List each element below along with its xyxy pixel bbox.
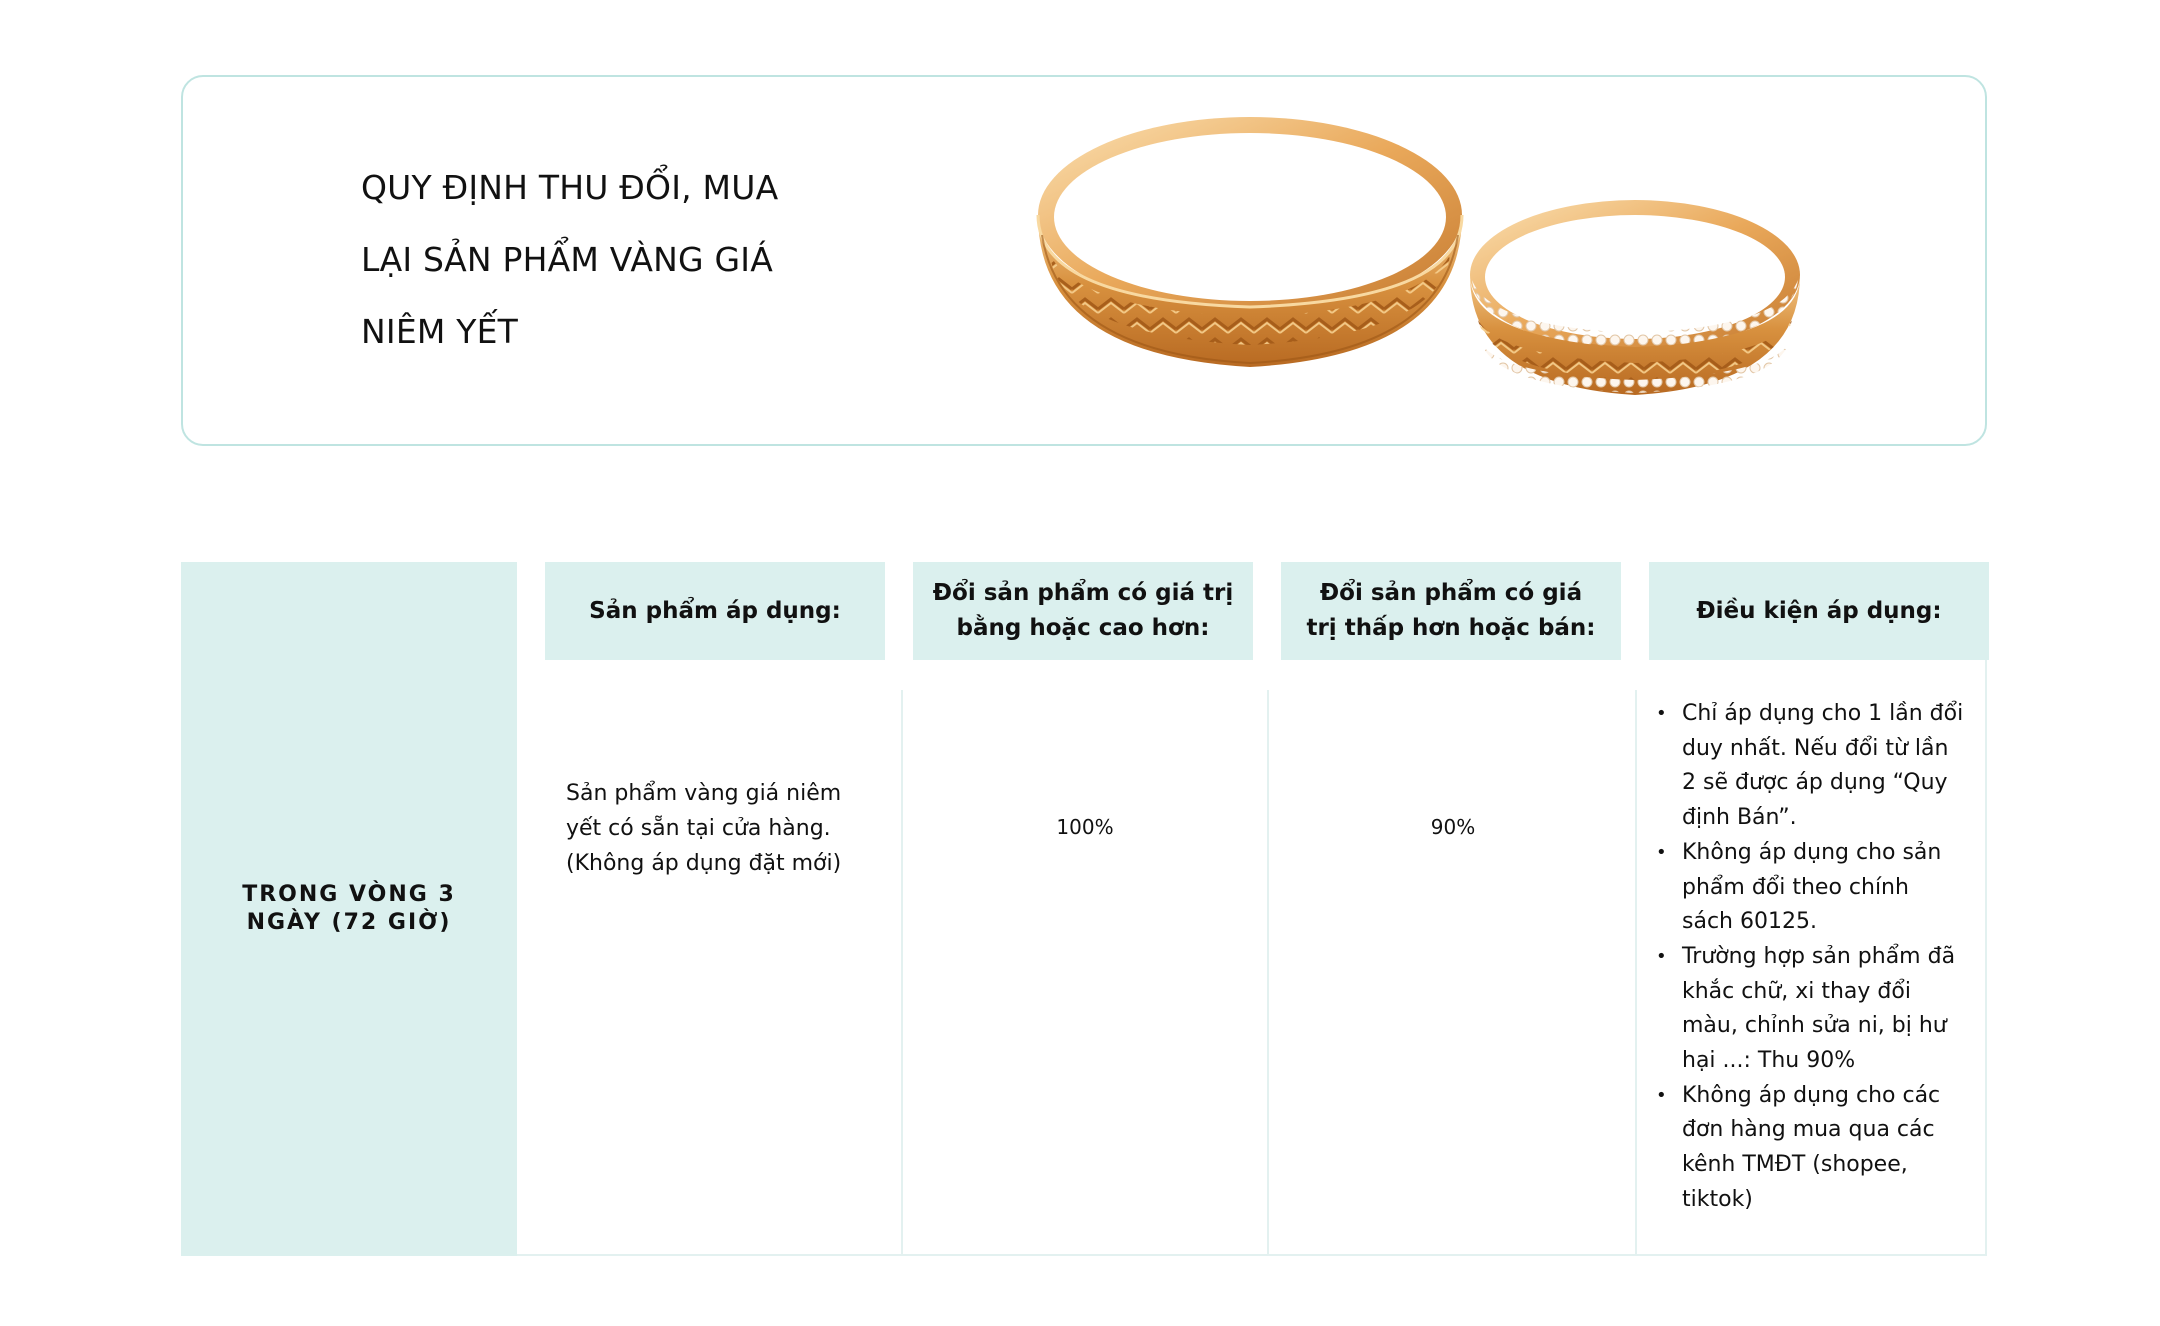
condition-item: [1648, 1079, 1978, 1218]
title-line: NIÊM YẾT: [361, 312, 518, 351]
product-line: (Không áp dụng đặt mới): [566, 851, 842, 876]
condition-item: [1648, 697, 1978, 836]
header-line: bằng hoặc cao hơn:: [956, 615, 1210, 641]
conditions-list: [1648, 697, 1978, 1218]
lower-or-sell-value: 90%: [1430, 815, 1476, 839]
condition-line: màu, chỉnh sửa ni, bị hư: [1682, 1013, 1947, 1039]
column-divider: [1635, 690, 1637, 1256]
table-right-border: [1985, 660, 1987, 1256]
period-line: TRONG VÒNG 3: [242, 882, 456, 907]
condition-line: • Không áp dụng cho sản: [1682, 839, 1942, 865]
condition-line: định Bán”.: [1682, 805, 1797, 831]
condition-line: duy nhất. Nếu đổi từ lần: [1682, 735, 1949, 761]
period-column: [181, 562, 517, 1256]
header-line: Đổi sản phẩm có giá trị: [932, 580, 1234, 606]
header-line: Sản phẩm áp dụng:: [589, 597, 841, 624]
header-line: Điều kiện áp dụng:: [1696, 597, 1942, 624]
header-lower-or-sell: [1281, 562, 1621, 660]
condition-line: • Trường hợp sản phẩm đã: [1682, 943, 1956, 969]
condition-line: hại ...: Thu 90%: [1682, 1048, 1856, 1074]
condition-line: • Chỉ áp dụng cho 1 lần đổi: [1682, 701, 1964, 726]
header-line: Đổi sản phẩm có giá: [1319, 580, 1583, 606]
large-ring: [1038, 117, 1462, 367]
period-line: NGÀY (72 GIỜ): [246, 910, 452, 935]
product-line: Sản phẩm vàng giá niêm: [566, 781, 842, 806]
product-cell: [566, 776, 841, 881]
condition-line: phẩm đổi theo chính: [1682, 874, 1909, 900]
product-line: yết có sẵn tại cửa hàng.: [566, 816, 831, 841]
condition-line: khắc chữ, xi thay đổi: [1682, 978, 1911, 1004]
condition-line: đơn hàng mua qua các: [1682, 1117, 1935, 1143]
header-equal-or-higher: [913, 562, 1253, 660]
column-divider: [901, 690, 903, 1256]
condition-line: sách 60125.: [1682, 909, 1817, 935]
gold-rings-image: [1020, 95, 1840, 425]
header-conditions: [1649, 562, 1989, 660]
small-ring: [1470, 200, 1800, 395]
condition-line: • Không áp dụng cho các: [1682, 1082, 1941, 1108]
condition-line: tiktok): [1682, 1186, 1753, 1212]
condition-item: [1648, 940, 1978, 1079]
column-divider: [1267, 690, 1269, 1256]
header-product: [545, 562, 885, 660]
period-label: [239, 881, 459, 937]
table-bottom-border: [517, 1254, 1987, 1256]
title-line: LẠI SẢN PHẨM VÀNG GIÁ: [361, 240, 773, 279]
header-line: trị thấp hơn hoặc bán:: [1306, 615, 1596, 641]
condition-line: 2 sẽ được áp dụng “Quy: [1682, 770, 1948, 796]
condition-line: kênh TMĐT (shopee,: [1682, 1152, 1908, 1178]
equal-or-higher-value: 100%: [1056, 815, 1114, 839]
page-title: [361, 152, 921, 368]
title-line: QUY ĐỊNH THU ĐỔI, MUA: [361, 168, 779, 207]
condition-item: [1648, 836, 1978, 940]
